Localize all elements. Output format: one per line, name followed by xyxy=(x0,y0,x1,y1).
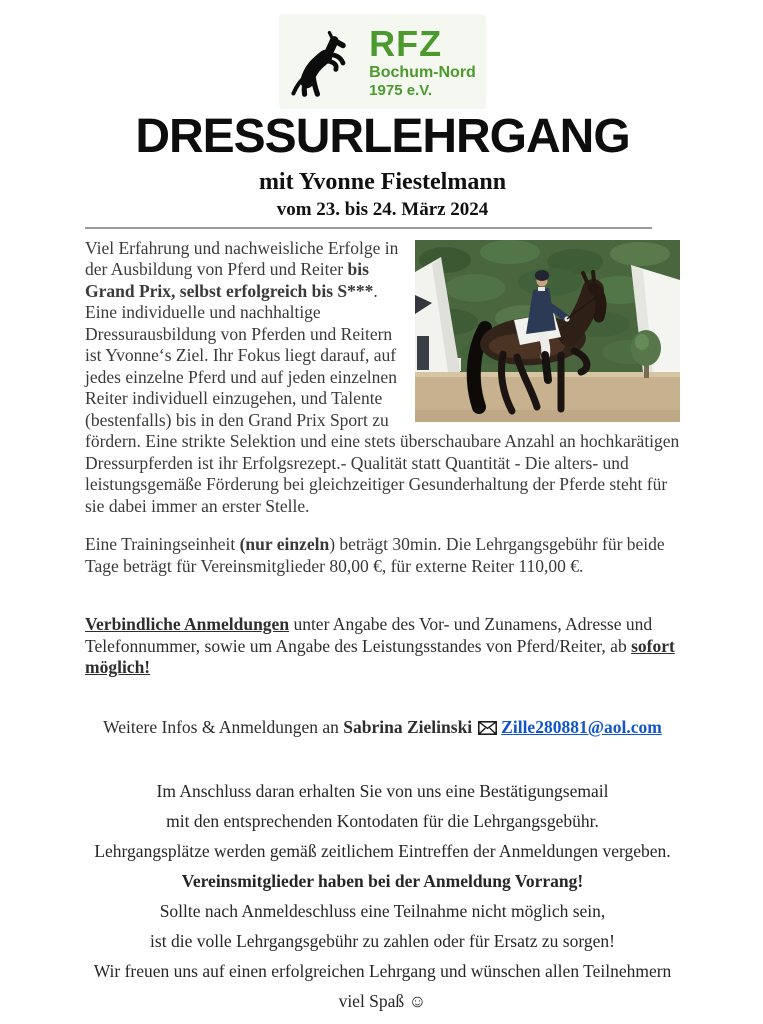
date-line: vom 23. bis 24. März 2024 xyxy=(276,198,489,220)
closing-line: mit den entsprechenden Kontodaten für die Lehrgangsgebühr. xyxy=(166,810,599,831)
contact-prefix xyxy=(103,717,472,737)
logo-org-name: RFZ xyxy=(369,22,443,64)
email-link[interactable]: Zille280881@aol.com xyxy=(501,716,662,737)
closing-block xyxy=(85,780,680,1012)
closing-line: Wir freuen uns auf einen erfolgreichen Lehrgang und wünschen allen Teilnehmern xyxy=(93,960,672,981)
logo-city-line: Bochum-Nord xyxy=(369,63,476,81)
text-segment: Weitere Infos & Anmeldungen an xyxy=(103,716,344,737)
closing-line: Vereinsmitglieder haben bei der Anmeldung Vorrang! xyxy=(181,870,584,891)
closing-line: viel Spaß ☺ xyxy=(338,990,427,1011)
page-title: DRESSURLEHRGANG xyxy=(135,110,630,163)
logo-year-line: 1975 e.V. xyxy=(369,81,433,99)
closing-line: ist die volle Lehrgangsgebühr zu zahlen oder für Ersatz zu sorgen! xyxy=(150,930,615,951)
text-segment: . Eine individuelle und nachhaltige Dressurausbildung von Pferden und Reitern ist Yvonne‘s Ziel. Ihr Fokus liegt darauf, auf jedes einzelne Pferd und auf jeden einzelnen Reiter individuell einzugehen, und Talente (bestenfalls) bis in den Grand Prix Sport zu fördern. Eine strikte Selektion und eine stets überschaubare Anzahl an hochkarätigen Dressurpferden ist ihr Erfolgsrezept.- Qualität statt Quantität - Die alters- und leistungsgemäße Förderung bei gleichzeitiger Gesunderhaltung der Pferde steht für sie dabei immer an erster Stelle. xyxy=(85,280,680,516)
club-logo xyxy=(279,14,486,109)
text-segment: Verbindliche Anmeldungen xyxy=(85,614,290,635)
registration-paragraph xyxy=(85,614,680,679)
text-segment: Sabrina Zielinski xyxy=(343,716,473,737)
logo-row xyxy=(85,14,680,109)
header-divider xyxy=(85,227,652,229)
intro-section xyxy=(85,238,680,518)
closing-line: Im Anschluss daran erhalten Sie von uns eine Bestätigungsemail xyxy=(156,780,609,801)
text-segment: Eine Trainingseinheit xyxy=(85,534,240,555)
text-segment: sofort möglich! xyxy=(85,635,675,678)
contact-line xyxy=(85,717,680,740)
subtitle-trainer: mit Yvonne Fiestelmann xyxy=(258,168,507,195)
closing-line: Lehrgangsplätze werden gemäß zeitlichem Eintreffen der Anmeldungen vergeben. xyxy=(94,840,671,861)
text-segment: Viel Erfahrung und nachweisliche Erfolge in der Ausbildung von Pferd und Reiter xyxy=(85,237,399,280)
text-segment: ) beträgt 30min. Die Lehrgangsgebühr für beide Tage beträgt für Vereinsmitglieder 80,00 €, für externe Reiter 110,00 €. xyxy=(85,534,665,576)
text-segment: unter Angabe des Vor- und Zunamens, Adresse und Telefonnummer, sowie um Angabe des Leistungsstandes von Pferd/Reiter, ab xyxy=(85,614,653,656)
closing-line: Sollte nach Anmeldeschluss eine Teilnahme nicht möglich sein, xyxy=(159,900,606,921)
envelope-icon xyxy=(478,719,497,739)
logo-text xyxy=(369,22,476,99)
text-segment: (nur einzeln xyxy=(239,534,330,555)
text-segment: bis Grand Prix, selbst erfolgreich bis S*** xyxy=(85,259,374,301)
rearing-horse-icon xyxy=(283,18,363,105)
training-paragraph xyxy=(85,534,680,577)
dressage-photo xyxy=(415,240,680,422)
